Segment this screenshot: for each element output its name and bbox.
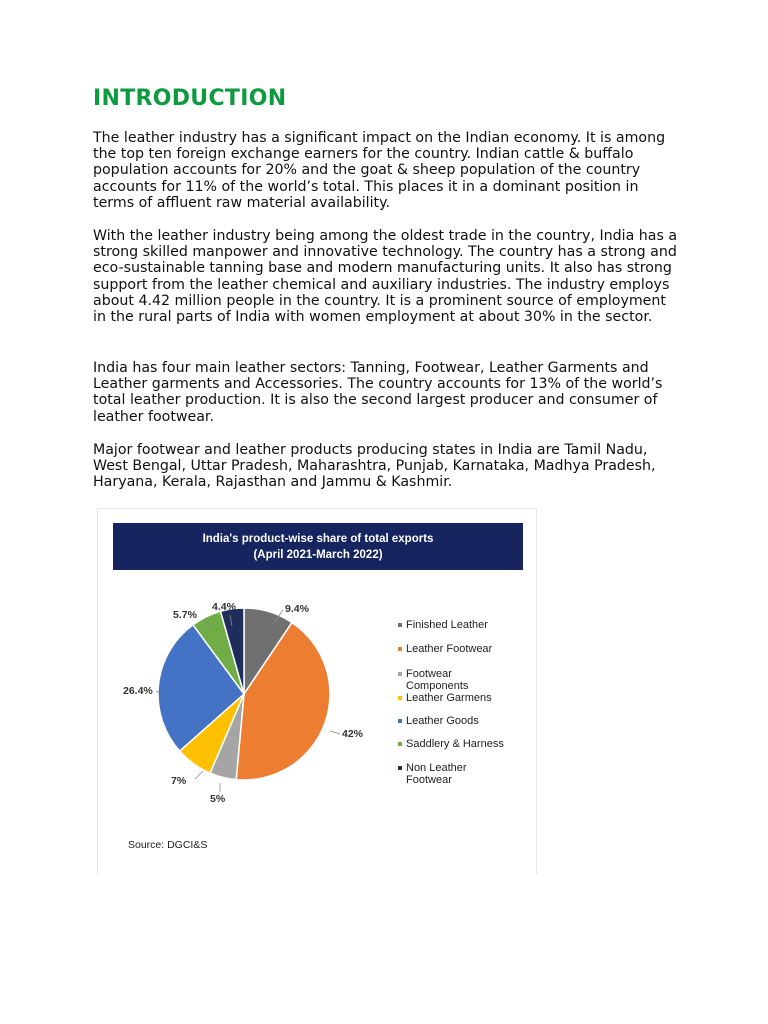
page-heading: INTRODUCTION: [93, 86, 287, 111]
export-share-figure: [97, 508, 537, 874]
legend-item: [398, 668, 506, 692]
legend-label: Leather Garmens: [406, 692, 492, 704]
legend-swatch: [398, 719, 402, 723]
legend-label: Leather Goods: [406, 715, 479, 727]
data-label: 7%: [171, 775, 187, 787]
chart-subtitle: (April 2021-March 2022): [253, 548, 383, 561]
chart-title: India's product-wise share of total exports: [202, 532, 434, 545]
legend-label: Finished Leather: [406, 619, 488, 631]
leader-line: [330, 731, 340, 734]
paragraph-3: India has four main leather sectors: Tanning, Footwear, Leather Garments and Leather garments and Accessories. The country accounts for 13% of the world’s total leather production. It is also the second largest producer and consumer of leather footwear.: [93, 360, 663, 425]
legend-label: Saddlery & Harness: [406, 738, 504, 750]
paragraph-1: The leather industry has a significant impact on the Indian economy. It is among the top ten foreign exchange earners for the country. Indian cattle & buffalo population accounts for 20% and the goat & sheep population of the country accounts for 11% of the world’s total. This places it in a dominant position in terms of affluent raw material availability.: [93, 130, 666, 211]
legend-swatch: [398, 766, 402, 770]
data-label: 26.4%: [123, 685, 153, 697]
legend-item: [398, 643, 506, 655]
legend-item: [398, 738, 506, 750]
data-label: 42%: [342, 728, 364, 740]
paragraph-2: With the leather industry being among the oldest trade in the country, India has a strong skilled manpower and innovative technology. The country has a strong and eco-sustainable tanning base and modern manufacturing units. It also has strong support from the leather chemical and auxiliary industries. The industry employs about 4.42 million people in the country. It is a prominent source of employment in the rural parts of India with women employment at about 30% in the sector.: [93, 228, 678, 326]
legend-swatch: [398, 742, 402, 746]
data-label: 5.7%: [173, 609, 197, 621]
legend-label: Non Leather Footwear: [406, 762, 467, 786]
data-label: 4.4%: [212, 601, 236, 613]
data-label: 5%: [210, 793, 226, 805]
leader-line: [195, 771, 203, 779]
legend-swatch: [398, 623, 402, 627]
legend-item: [398, 715, 506, 727]
paragraph-4: Major footwear and leather products producing states in India are Tamil Nadu, West Bengal, Uttar Pradesh, Maharashtra, Punjab, Karnataka, Madhya Pradesh, Haryana, Kerala, Rajasthan and Jammu & Kashmir.: [93, 442, 656, 491]
legend-item: [398, 619, 506, 631]
legend-swatch: [398, 672, 402, 676]
legend-label: Footwear Components: [406, 668, 469, 692]
legend-item: [398, 762, 506, 786]
legend-label: Leather Footwear: [406, 643, 493, 655]
legend-swatch: [398, 696, 402, 700]
legend-swatch: [398, 647, 402, 651]
legend-item: [398, 692, 506, 704]
chart-source: Source: DGCI&S: [128, 839, 208, 851]
data-label: 9.4%: [285, 603, 309, 615]
